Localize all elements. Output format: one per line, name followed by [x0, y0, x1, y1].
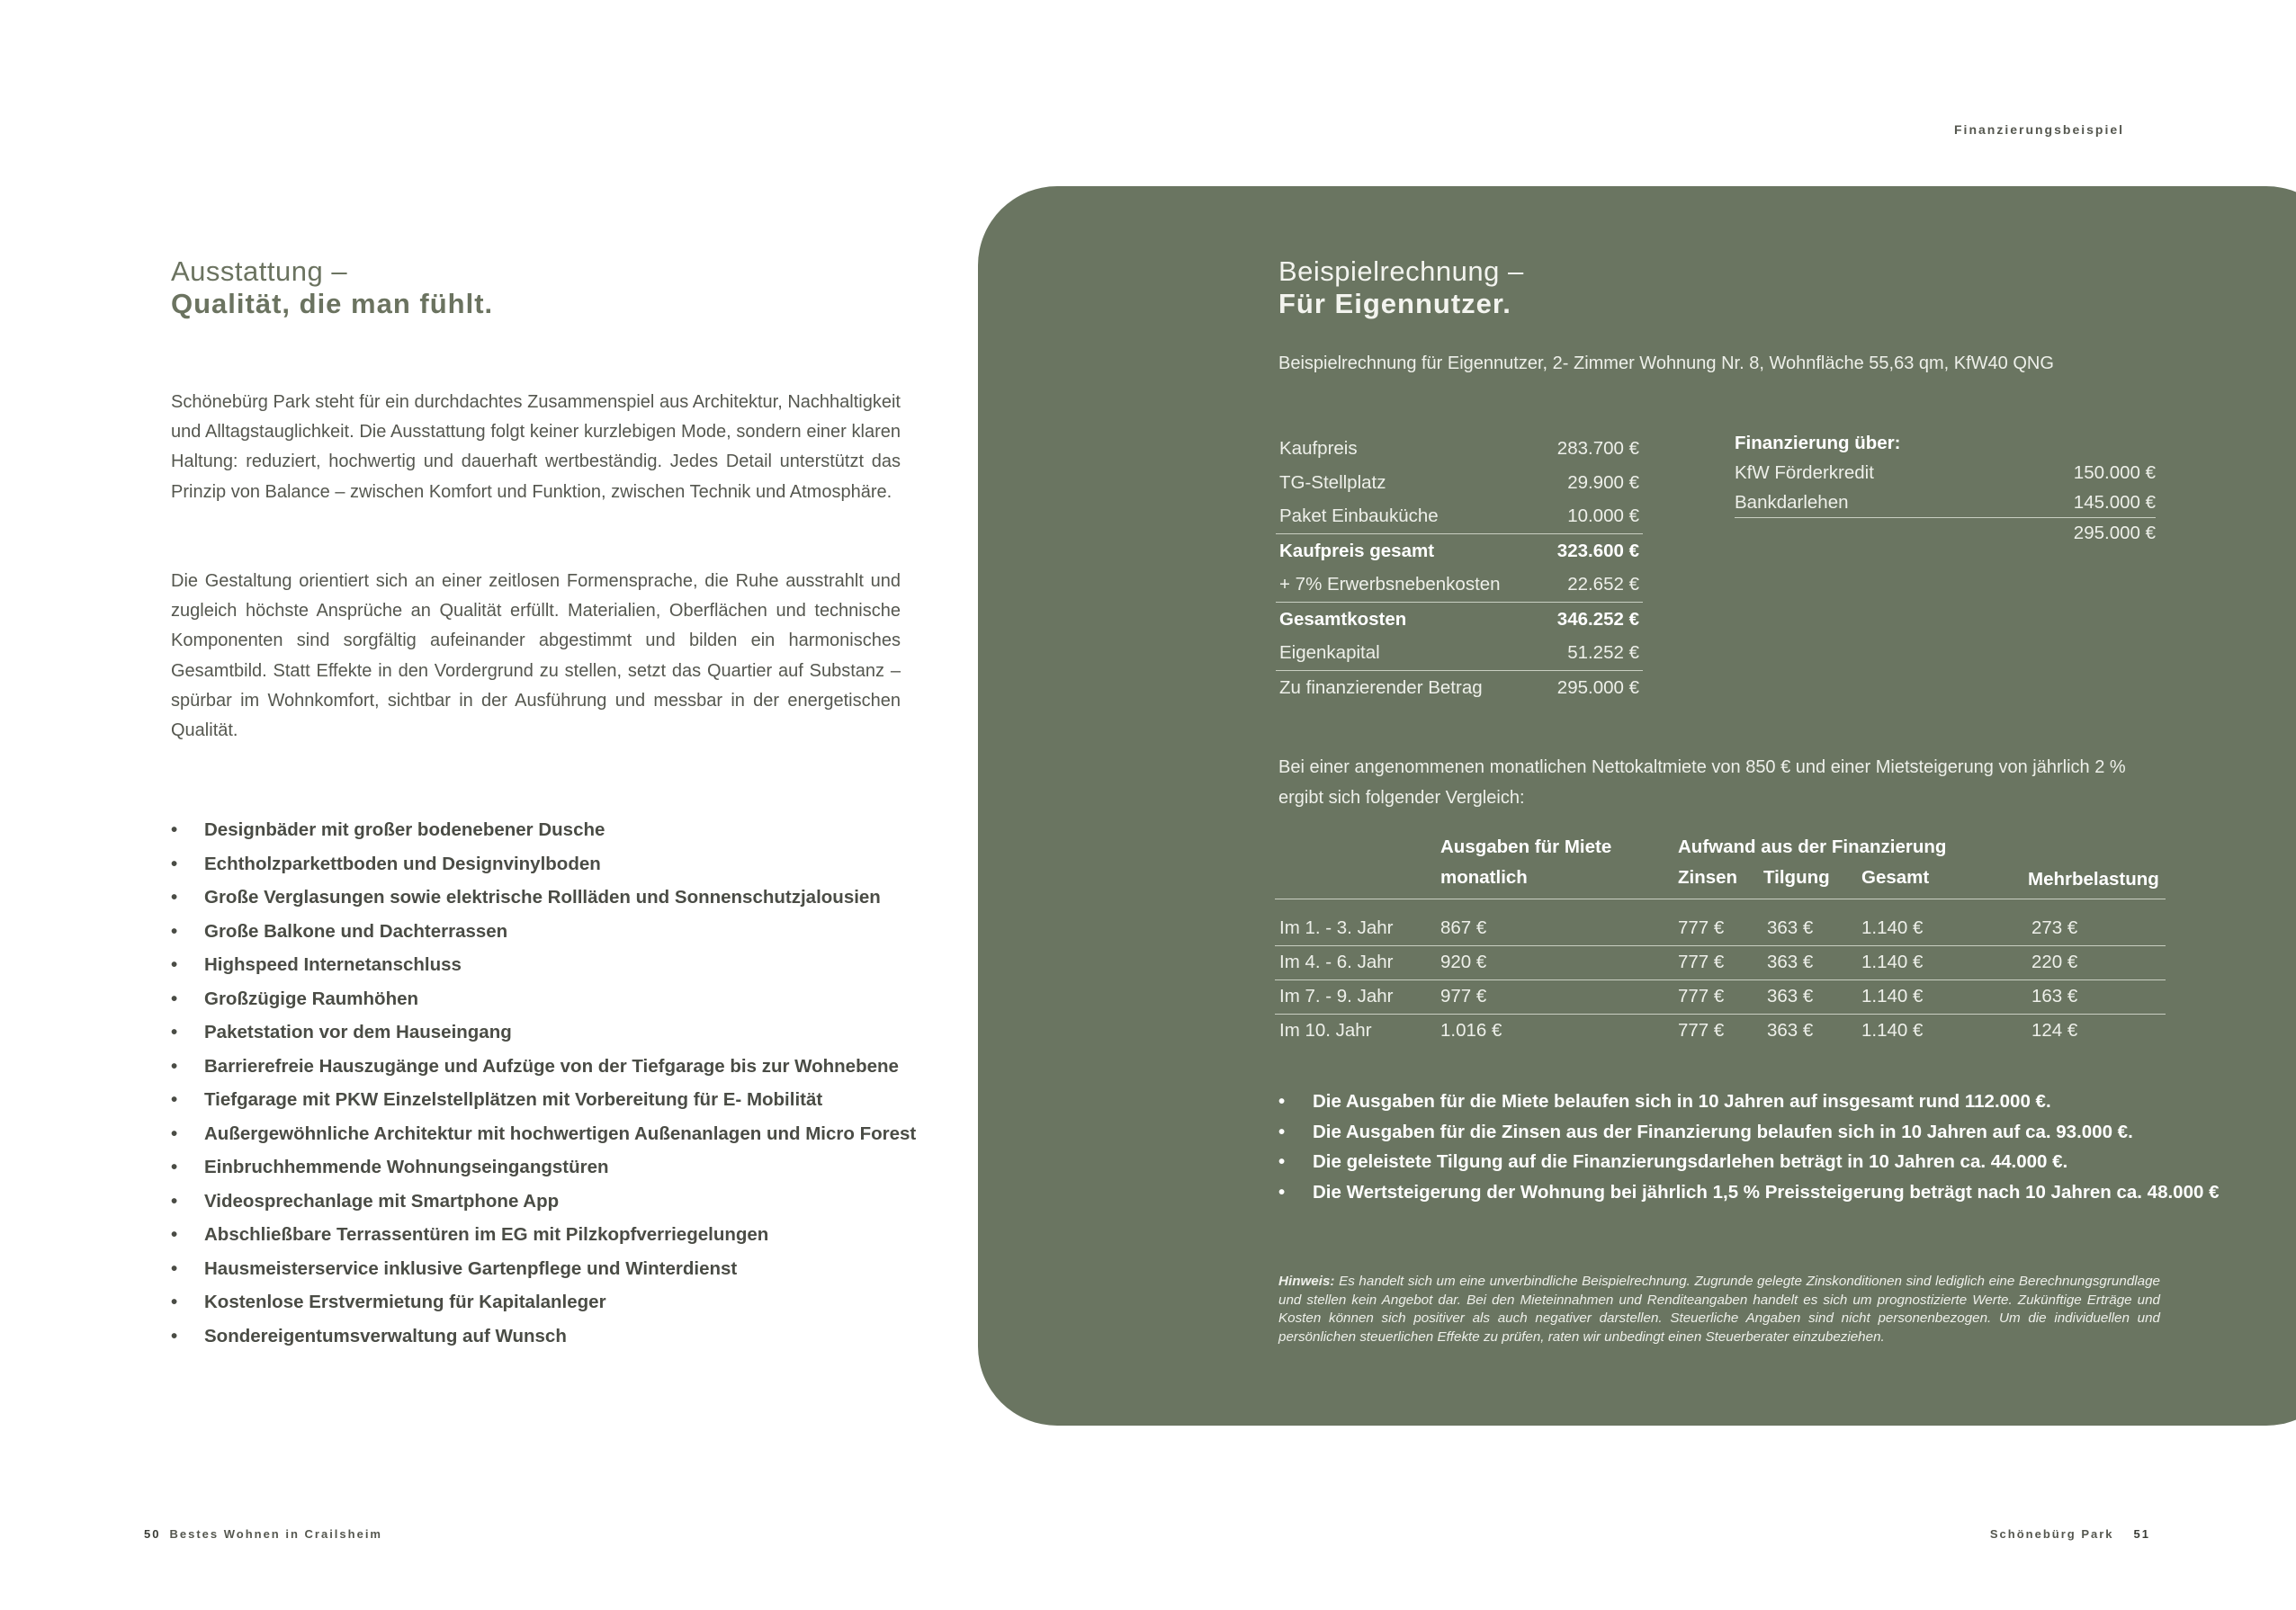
list-item: • Außergewöhnliche Architektur mit hochwertigen Außenanlagen und Micro Forest [171, 1117, 916, 1151]
page-number-left: 50 [144, 1527, 161, 1541]
list-item: • Designbäder mit großer bodenebener Dusche [171, 813, 916, 847]
cost-row [1276, 499, 1643, 533]
running-header: Finanzierungsbeispiel [1954, 122, 2125, 137]
table-row [1275, 1014, 2166, 1048]
comparison-intro: Bei einer angenommenen monatlichen Nettokaltmiete von 850 € und einer Mietsteigerung von jährlich 2 % ergibt sich folgender Vergleich: [1278, 757, 2126, 808]
list-item: • Hausmeisterservice inklusive Gartenpflege und Winterdienst [171, 1252, 916, 1286]
cost-label: TG-Stellplatz [1279, 471, 1386, 493]
cell-gesamt: 1.140 € [1861, 1020, 1924, 1041]
table-row [1275, 945, 2166, 980]
intro-paragraph: Schönebürg Park steht für ein durchdachtes Zusammenspiel aus Architektur, Nachhaltigkeit und Alltagstauglichkeit. Die Ausstattung folgt keiner kurzlebigen Mode, sondern einer klaren Haltung: reduziert, hochwertig und dauerhaft wertbeständig. Jedes Detail unterstützt das Prinzip von Balance – zwischen Komfort und Funktion, zwischen Technik und Atmosphäre. [171, 392, 901, 502]
list-item: • Highspeed Internetanschluss [171, 948, 916, 982]
cell-mehrbelastung: 163 € [2031, 986, 2078, 1006]
section-heading-line1: Ausstattung – [171, 255, 348, 287]
cell-tilgung: 363 € [1767, 917, 1814, 938]
cell-rent: 867 € [1440, 917, 1487, 938]
cost-row [1276, 568, 1643, 602]
financing-row [1735, 487, 2156, 517]
list-item: • Die geleistete Tilgung auf die Finanzierungsdarlehen beträgt in 10 Jahren ca. 44.000 €. [1278, 1147, 2219, 1177]
header-gesamt: Gesamt [1861, 867, 1930, 888]
footer-left-text: Bestes Wohnen in Crailsheim [169, 1527, 382, 1541]
cell-period: Im 1. - 3. Jahr [1279, 917, 1394, 938]
financing-label: Bankdarlehen [1735, 492, 1849, 513]
list-item: • Die Ausgaben für die Zinsen aus der Finanzierung belaufen sich in 10 Jahren auf ca. 93.000 €. [1278, 1117, 2219, 1148]
cell-rent: 1.016 € [1440, 1020, 1502, 1041]
list-item: • Große Verglasungen sowie elektrische Rollläden und Sonnenschutzjalousien [171, 881, 916, 915]
cell-period: Im 7. - 9. Jahr [1279, 986, 1394, 1006]
cost-value: 22.652 € [1567, 574, 1639, 595]
cost-row [1276, 636, 1643, 670]
section-heading [171, 255, 493, 320]
financing-value: 150.000 € [2073, 462, 2156, 483]
list-item: • Großzügige Raumhöhen [171, 982, 916, 1016]
cell-mehrbelastung: 273 € [2031, 917, 2078, 938]
cell-zinsen: 777 € [1678, 952, 1725, 972]
financing-total-value: 295.000 € [2073, 523, 2156, 543]
list-item: • Tiefgarage mit PKW Einzelstellplätzen mit Vorbereitung für E- Mobilität [171, 1083, 916, 1117]
cost-row [1276, 466, 1643, 500]
header-mehrbelastung: Mehrbelastung [2028, 869, 2159, 890]
cost-value: 283.700 € [1556, 438, 1639, 459]
cell-gesamt: 1.140 € [1861, 917, 1924, 938]
list-item: • Große Balkone und Dachterrassen [171, 915, 916, 949]
financing-total [1735, 517, 2156, 548]
header-rent-line1: Ausgaben für Miete [1440, 836, 1612, 857]
cost-label: Zu finanzierender Betrag [1279, 676, 1483, 698]
financing-row [1735, 458, 2156, 487]
header-zinsen: Zinsen [1678, 867, 1738, 888]
card-intro: Beispielrechnung für Eigennutzer, 2- Zimmer Wohnung Nr. 8, Wohnfläche 55,63 qm, KfW40 QNG [1278, 353, 2054, 373]
header-tilgung: Tilgung [1763, 867, 1830, 888]
table-row [1275, 911, 2166, 946]
cost-value: 295.000 € [1556, 676, 1639, 698]
cost-value: 346.252 € [1556, 608, 1639, 630]
cell-mehrbelastung: 220 € [2031, 952, 2078, 972]
cost-label: + 7% Erwerbsnebenkosten [1279, 574, 1501, 595]
table-row [1275, 979, 2166, 1015]
cost-row [1276, 670, 1643, 705]
cell-tilgung: 363 € [1767, 986, 1814, 1006]
cell-tilgung: 363 € [1767, 952, 1814, 972]
footer-left [144, 1527, 382, 1541]
cost-value: 51.252 € [1567, 642, 1639, 663]
cell-rent: 977 € [1440, 986, 1487, 1006]
financing-title: Finanzierung über: [1735, 433, 1901, 453]
cell-gesamt: 1.140 € [1861, 952, 1924, 972]
list-item: • Echtholzparkettboden und Designvinylboden [171, 847, 916, 881]
cell-period: Im 10. Jahr [1279, 1020, 1372, 1041]
footer-right [1880, 1527, 2150, 1541]
card-heading-line1: Beispielrechnung – [1278, 255, 1524, 287]
cost-row-total [1276, 602, 1643, 637]
cost-value: 10.000 € [1567, 505, 1639, 526]
cost-label: Kaufpreis gesamt [1279, 540, 1435, 561]
list-item: • Kostenlose Erstvermietung für Kapitalanleger [171, 1285, 916, 1319]
list-item: • Videosprechanlage mit Smartphone App [171, 1185, 916, 1219]
cost-value: 323.600 € [1556, 540, 1639, 561]
cell-zinsen: 777 € [1678, 1020, 1725, 1041]
card-heading-line2: Für Eigennutzer. [1278, 288, 1511, 319]
cost-label: Paket Einbauküche [1279, 505, 1439, 526]
disclaimer-label: Hinweis: [1278, 1274, 1335, 1289]
design-paragraph: Die Gestaltung orientiert sich an einer zeitlosen Formensprache, die Ruhe ausstrahlt und zugleich höchste Ansprüche an Qualität erfüllt. Materialien, Oberflächen und technische Komponenten sind sorgfältig aufeinander abgestimmt und bilden ein harmonisches Gesamtbild. Statt Effekte in den Vordergrund zu stellen, setzt das Quartier auf Substanz – spürbar im Wohnkomfort, sichtbar in der Ausführung und messbar in der energetischen Qualität. [171, 571, 901, 741]
list-item: • Die Ausgaben für die Miete belaufen sich in 10 Jahren auf insgesamt rund 112.000 €. [1278, 1087, 2219, 1117]
cost-table [1276, 432, 1643, 704]
header-financing: Aufwand aus der Finanzierung [1678, 836, 1947, 857]
list-item: • Die Wertsteigerung der Wohnung bei jährlich 1,5 % Preissteigerung beträgt nach 10 Jahren ca. 48.000 € [1278, 1177, 2219, 1208]
disclaimer-text: Es handelt sich um eine unverbindliche Beispielrechnung. Zugrunde gelegte Zinskonditionen sind lediglich eine Berechnungsgrundlage und stellen kein Angebot dar. Bei den Mieteinnahmen und Renditeangaben handelt es sich um prognostizierte Werte. Zukünftige Erträge und Kosten können sich positiver als auch negativer darstellen. Steuerliche Angaben sind nicht personenbezogen. Um die individuellen und persönlichen steuerlichen Effekte zu prüfen, raten wir unbedingt einen Steuerberater einzubeziehen. [1278, 1274, 2160, 1345]
cell-gesamt: 1.140 € [1861, 986, 1924, 1006]
disclaimer-note [1278, 1273, 2160, 1346]
cell-zinsen: 777 € [1678, 986, 1725, 1006]
financing-label: KfW Förderkredit [1735, 462, 1874, 483]
cell-zinsen: 777 € [1678, 917, 1725, 938]
section-heading-line2: Qualität, die man fühlt. [171, 288, 494, 319]
footer-right-text: Schönebürg Park [1989, 1527, 2114, 1541]
list-item: • Einbruchhemmende Wohnungseingangstüren [171, 1150, 916, 1185]
list-item: • Barrierefreie Hauszugänge und Aufzüge von der Tiefgarage bis zur Wohnebene [171, 1050, 916, 1084]
cell-period: Im 4. - 6. Jahr [1279, 952, 1394, 972]
summary-list [1278, 1087, 2219, 1207]
cell-tilgung: 363 € [1767, 1020, 1814, 1041]
cell-mehrbelastung: 124 € [2031, 1020, 2078, 1041]
cost-row-subtotal [1276, 533, 1643, 568]
card-heading [1278, 255, 1524, 320]
financing-value: 145.000 € [2073, 492, 2156, 513]
list-item: • Paketstation vor dem Hauseingang [171, 1015, 916, 1050]
list-item: • Abschließbare Terrassentüren im EG mit Pilzkopfverriegelungen [171, 1218, 916, 1252]
cost-label: Eigenkapital [1279, 642, 1380, 663]
cell-rent: 920 € [1440, 952, 1487, 972]
financing-table [1735, 428, 2156, 548]
cost-label: Gesamtkosten [1279, 608, 1407, 630]
list-item: • Sondereigentumsverwaltung auf Wunsch [171, 1319, 916, 1354]
page-number-right: 51 [2133, 1527, 2150, 1541]
cost-row [1276, 432, 1643, 466]
cost-label: Kaufpreis [1279, 438, 1358, 459]
feature-list [171, 813, 916, 1353]
header-rent-line2: monatlich [1440, 867, 1528, 888]
cost-value: 29.900 € [1567, 471, 1639, 493]
